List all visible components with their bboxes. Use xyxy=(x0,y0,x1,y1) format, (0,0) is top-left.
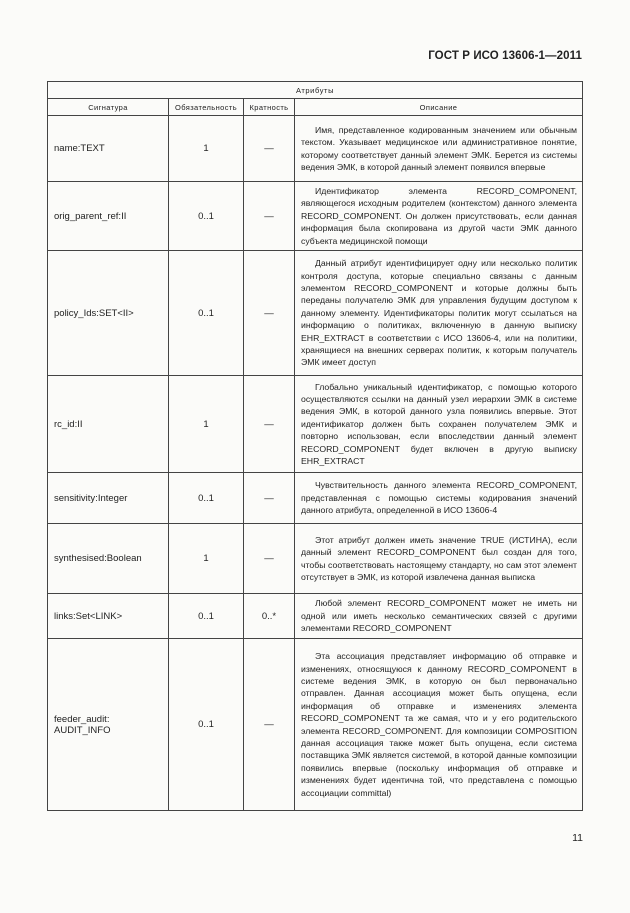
cell-signature: synthesised:Boolean xyxy=(48,524,169,594)
column-header-description: Описание xyxy=(295,99,583,116)
table-row xyxy=(48,639,583,811)
table-row xyxy=(48,524,583,594)
column-header-required: Обязательность xyxy=(169,99,244,116)
cell-cardinality: — xyxy=(244,524,295,594)
cell-signature: links:Set<LINK> xyxy=(48,594,169,639)
table-caption: Атрибуты xyxy=(48,82,583,99)
table-row xyxy=(48,376,583,473)
cell-required: 0..1 xyxy=(169,473,244,524)
column-header-signature: Сигнатура xyxy=(48,99,169,116)
table-row xyxy=(48,251,583,376)
table-row xyxy=(48,116,583,182)
cell-description: Данный атрибут идентифицирует одну или несколько политик контроля доступа, которые специально связаны с данным элементом RECORD_COMPONENT и которые должны быть переданы получателю ЭМК для управления будущим доступом к данному элементу. Идентификаторы политик могут ссылаться на информацию о политиках, включенную в данную выписку EHR_EXTRACT в соответствии с ИСО 13606-4, или на политики, хранящиеся на внешних серверах политик, к которым получатель ЭМК имеет доступ xyxy=(295,251,583,376)
cell-required: 0..1 xyxy=(169,251,244,376)
cell-description: Этот атрибут должен иметь значение TRUE (ИСТИНА), если данный элемент RECORD_COMPONENT был создан для того, чтобы соответствовать настоящему стандарту, но сам этот элемент отсутствует в ЭМК, из которой извлечена данная выписка xyxy=(295,524,583,594)
cell-signature: feeder_audit: AUDIT_INFO xyxy=(48,639,169,811)
cell-required: 0..1 xyxy=(169,594,244,639)
cell-required: 1 xyxy=(169,524,244,594)
cell-description: Глобально уникальный идентификатор, с помощью которого осуществляются ссылки на данный узел иерархии ЭМК в системе ведения ЭМК, в которой данного узла появились впервые. Этот идентификатор должен быть сохранен получателем ЭМК и повторно использован, если впоследствии данный элемент RECORD_COMPONENT будет включен в другую выписку EHR_EXTRACT xyxy=(295,376,583,473)
page-number: 11 xyxy=(572,832,583,844)
cell-description: Идентификатор элемента RECORD_COMPONENT, являющегося исходным родителем (контекстом) данного элемента RECORD_COMPONENT. Он должен присутствовать, если данная информация была скопирована из другой части ЭМК данного субъекта медицинской помощи xyxy=(295,182,583,251)
cell-cardinality: — xyxy=(244,473,295,524)
cell-signature: rc_id:II xyxy=(48,376,169,473)
cell-required: 1 xyxy=(169,116,244,182)
cell-cardinality: — xyxy=(244,116,295,182)
cell-required: 0..1 xyxy=(169,182,244,251)
cell-signature: orig_parent_ref:II xyxy=(48,182,169,251)
attributes-table xyxy=(47,81,583,811)
cell-signature: sensitivity:Integer xyxy=(48,473,169,524)
column-header-cardinality: Кратность xyxy=(244,99,295,116)
cell-required: 1 xyxy=(169,376,244,473)
cell-cardinality: — xyxy=(244,639,295,811)
cell-description: Эта ассоциация представляет информацию об отправке и изменениях, относящуюся к данному RECORD_COMPONENT в системе ведения ЭМК, в которую он был первоначально отправлен. Данная ассоциация может быть опущена, если информация об отправке и изменениях элемента RECORD_COMPONENT та же самая, что и у его родительского элемента RECORD_COMPONENT. Для композиции COMPOSITION данная ассоциация также может быть опущена, если система поставщика ЭМК является системой, в которой данные композиции появились впервые (поскольку информация об отправке и изменениях будет идентична той, что представлена с помощью ассоциации committal) xyxy=(295,639,583,811)
cell-cardinality: 0..* xyxy=(244,594,295,639)
cell-cardinality: — xyxy=(244,251,295,376)
table-row xyxy=(48,182,583,251)
cell-signature: name:TEXT xyxy=(48,116,169,182)
document-header: ГОСТ Р ИСО 13606-1—2011 xyxy=(428,50,582,62)
cell-signature: policy_Ids:SET<II> xyxy=(48,251,169,376)
cell-description: Имя, представленное кодированным значением или обычным текстом. Указывает медицинское или административное понятие, которому соответствует данный элемент ЭМК. Берется из системы ведения ЭМК, в которой данный элемент появился впервые xyxy=(295,116,583,182)
cell-required: 0..1 xyxy=(169,639,244,811)
cell-description: Любой элемент RECORD_COMPONENT может не иметь ни одной или иметь несколько семантических связей с другими элементами RECORD_COMPONENT xyxy=(295,594,583,639)
cell-cardinality: — xyxy=(244,376,295,473)
table-row xyxy=(48,473,583,524)
cell-cardinality: — xyxy=(244,182,295,251)
cell-description: Чувствительность данного элемента RECORD_COMPONENT, представленная с помощью системы кодирования значений данного атрибута, определенной в ИСО 13606-4 xyxy=(295,473,583,524)
table-row xyxy=(48,594,583,639)
